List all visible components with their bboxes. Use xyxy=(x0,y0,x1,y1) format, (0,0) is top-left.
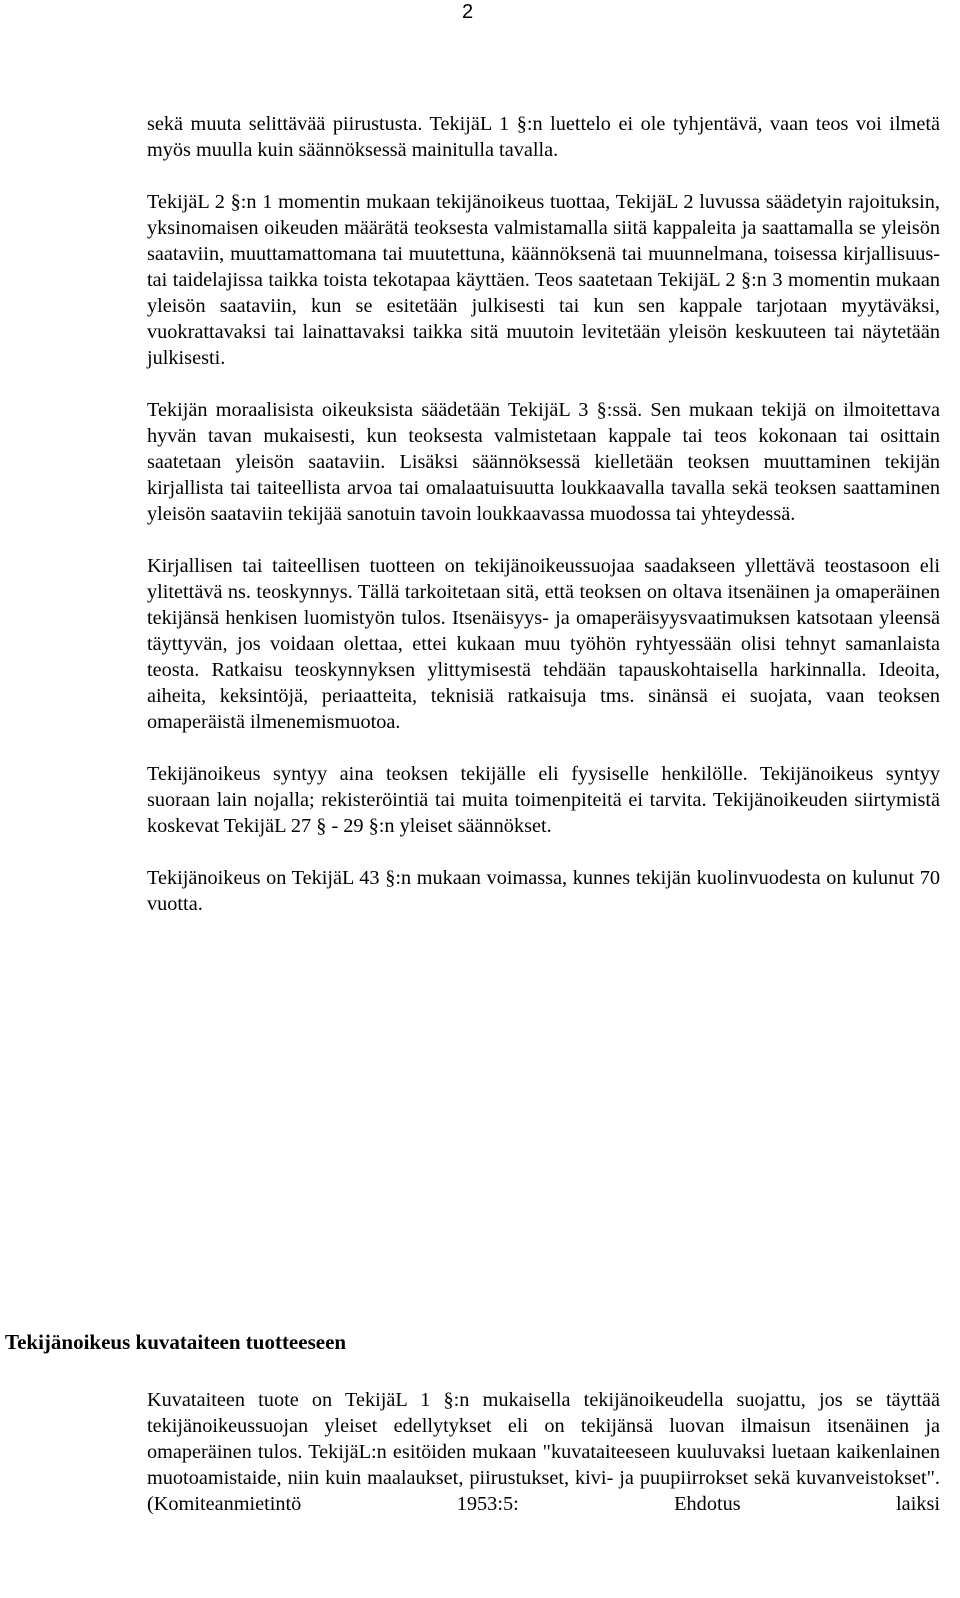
paragraph-5: Tekijänoikeus syntyy aina teoksen tekijälle eli fyysiselle henkilölle. Tekijänoikeus syntyy suoraan lain nojalla; rekisteröintiä tai muita toimenpiteitä ei tarvita. Tekijänoikeuden siirtymistä koskevat TekijäL 27 § - 29 §:n yleiset säännökset. xyxy=(147,763,940,837)
paragraph-2: TekijäL 2 §:n 1 momentin mukaan tekijänoikeus tuottaa, TekijäL 2 luvussa säädetyin rajoituksin, yksinomaisen oikeuden määrätä teoksesta valmistamalla siitä kappaleita ja saattamalla se yleisön saataviin, muuttamattomana tai muutettuna, käännöksenä tai muunnelmana, toisessa kirjallisuus- tai taidelajissa taikka toista tekotapaa käyttäen. Teos saatetaan TekijäL 2 §:n 3 momentin mukaan yleisön saataviin, kun se esitetään julkisesti tai kun sen kappale tarjotaan myytäväksi, vuokrattavaksi tai lainattavaksi taikka sitä muutoin levitetään yleisön keskuuteen tai näytetään julkisesti. xyxy=(147,191,940,369)
paragraph-7: Kuvataiteen tuote on TekijäL 1 §:n mukaisella tekijänoikeudella suojattu, jos se täyttää tekijänoikeussuojan yleiset edellytykset eli on tekijänsä luovan ilmaisun itsenäinen ja omaperäinen tulos. TekijäL:n esitöiden mukaan "kuvataiteeseen kuuluvaksi luetaan kaikenlainen muotoamistaide, niin kuin maalaukset, piirustukset, kivi- ja puupiirrokset sekä kuvanveistokset". (Komiteanmietintö 1953:5: Ehdotus laiksi xyxy=(147,1389,940,1515)
paragraph-6: Tekijänoikeus on TekijäL 43 §:n mukaan voimassa, kunnes tekijän kuolinvuodesta on kulunut 70 vuotta. xyxy=(147,867,940,915)
document-body xyxy=(147,111,940,917)
section-heading: Tekijänoikeus kuvataiteen tuotteeseen xyxy=(5,1330,347,1354)
page-number: 2 xyxy=(462,1,474,23)
paragraph-4: Kirjallisen tai taiteellisen tuotteen on tekijänoikeussuojaa saadakseen yllettävä teostasoon eli ylitettävä ns. teoskynnys. Tällä tarkoitetaan sitä, että teoksen on oltava itsenäinen ja omaperäinen tekijänsä henkisen luomistyön tulos. Itsenäisyys- ja omaperäisyysvaatimuksen katsotaan yleensä täyttyvän, jos voidaan olettaa, ettei kukaan muu työhön ryhtyessään olisi tehnyt samanlaista teosta. Ratkaisu teoskynnyksen ylittymisestä tehdään tapauskohtaisella harkinnalla. Ideoita, aiheita, keksintöjä, periaatteita, teknisiä ratkaisuja tms. sinänsä ei suojata, vaan teoksen omaperäistä ilmenemismuotoa. xyxy=(147,555,940,733)
section-body xyxy=(147,1387,940,1517)
paragraph-3: Tekijän moraalisista oikeuksista säädetään TekijäL 3 §:ssä. Sen mukaan tekijä on ilmoitettava hyvän tavan mukaisesti, kun teoksesta valmistetaan kappale tai teos kokonaan tai osittain saatetaan yleisön saataviin. Lisäksi säännöksessä kielletään teoksen muuttaminen tekijän kirjallista tai taiteellista arvoa tai omalaatuisuutta loukkaavalla tavalla sekä teoksen saattaminen yleisön saataviin tekijää sanotuin tavoin loukkaavassa muodossa tai yhteydessä. xyxy=(147,399,940,525)
paragraph-1: sekä muuta selittävää piirustusta. TekijäL 1 §:n luettelo ei ole tyhjentävä, vaan teos voi ilmetä myös muulla kuin säännöksessä mainitulla tavalla. xyxy=(147,113,940,161)
